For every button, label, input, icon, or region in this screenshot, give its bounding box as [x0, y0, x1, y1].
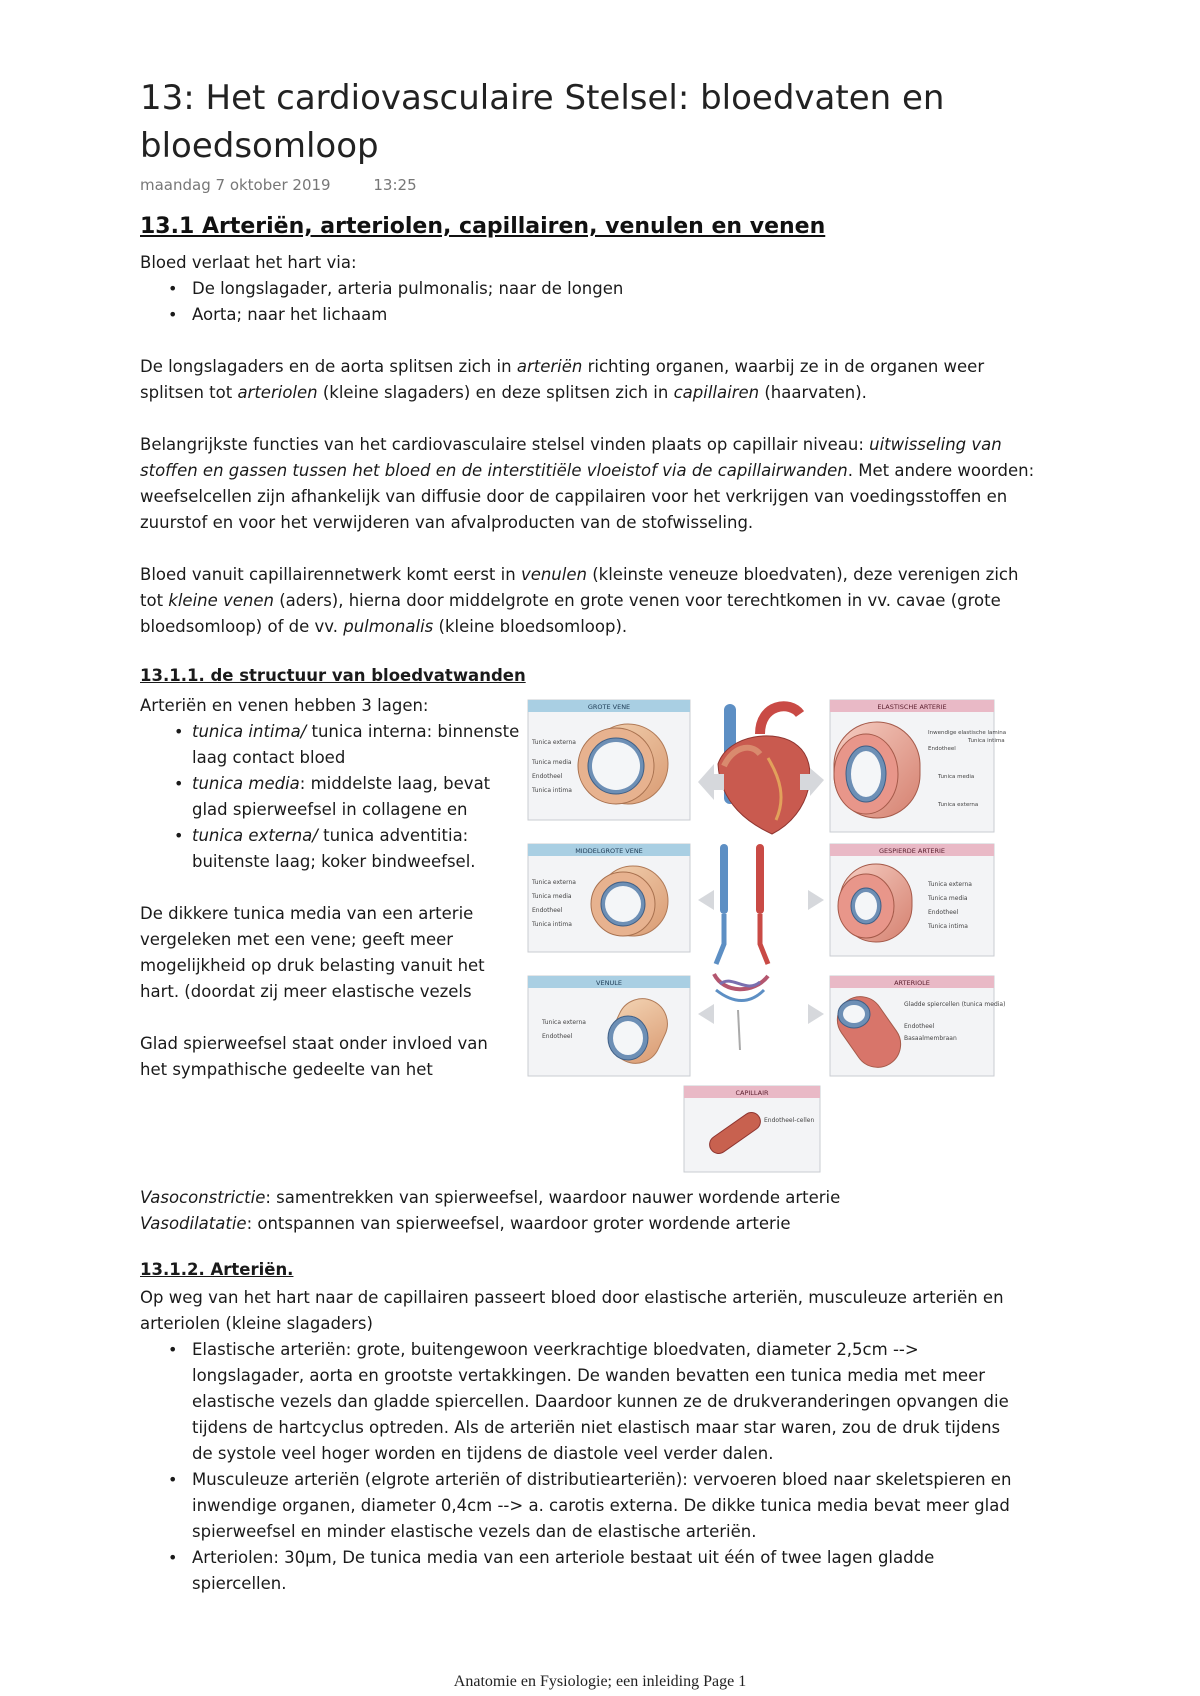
- list-item: • Aorta; naar het lichaam: [140, 302, 1040, 328]
- label: Endotheel: [904, 1023, 935, 1030]
- page-footer: Anatomie en Fysiologie; een inleiding Page 1: [453, 1673, 747, 1690]
- label: Basaalmembraan: [904, 1035, 957, 1042]
- bullet-list: [140, 276, 1040, 328]
- panel-title: ELASTISCHE ARTERIE: [877, 703, 947, 711]
- paragraph: De dikkere tunica media van een arterie vergeleken met een vene; geeft meer mogelijkheid op druk belasting vanuit het hart. (doordat zij meer elastische vezels: [140, 904, 485, 1001]
- list-item: • De longslagader, arteria pulmonalis; naar de longen: [140, 276, 1040, 302]
- label: Tunica media: [938, 774, 975, 780]
- label: Gladde spiercellen (tunica media): [904, 1001, 1006, 1008]
- section-13-1-1-body: [140, 693, 520, 1083]
- paragraph: Bloed vanuit capillairennetwerk komt eerst in venulen (kleinste veneuze bloedvaten), deze verenigen zich tot kleine venen (aders), hierna door middelgrote en grote venen voor terechtkomen in vv. cavae (grote bloedsomloop) of de vv. pulmonalis (kleine bloedsomloop).: [140, 565, 1019, 636]
- blood-vessel-figure: [528, 694, 1007, 1174]
- paragraph: Belangrijkste functies van het cardiovasculaire stelsel vinden plaats op capillair niveau: uitwisseling van stoffen en gassen tussen het bloed en de interstitiële vloeistof via de capillairwanden. Met andere woorden: weefselcellen zijn afhankelijk van diffusie door de cappilairen voor het verkrijgen van voedingsstoffen en zuurstof en voor het verwijderen van afvalproducten van de stofwisseling.: [140, 435, 1035, 532]
- document-time: 13:25: [373, 176, 417, 194]
- label: Tunica externa: [542, 1019, 586, 1026]
- bullet-list: [140, 1337, 1020, 1597]
- document-date: maandag 7 oktober 2019: [140, 176, 331, 194]
- panel-title: GESPIERDE ARTERIE: [878, 847, 946, 855]
- list-item: • tunica externa/ tunica adventitia: buitenste laag; koker bindweefsel.: [140, 823, 520, 875]
- label: Endotheel: [542, 1033, 573, 1040]
- label: Tunica media: [532, 893, 572, 900]
- section-heading-13-1-2: 13.1.2. Arteriën.: [140, 1260, 294, 1279]
- panel-grote-vene: [528, 700, 690, 820]
- panel-title: CAPILLAIR: [735, 1089, 769, 1097]
- label: Tunica media: [532, 759, 572, 766]
- label: Tunica externa: [532, 879, 576, 886]
- intro-text: Op weg van het hart naar de capillairen passeert bloed door elastische arteriën, musculeuze arteriën en arteriolen (kleine slagaders): [140, 1288, 1004, 1333]
- panel-title: VENULE: [596, 979, 622, 987]
- label: Endotheel: [532, 907, 563, 914]
- label: Inwendige elastische lamina: [928, 730, 1007, 736]
- page-title: 13: Het cardiovasculaire Stelsel: bloedvaten en bloedsomloop: [140, 78, 945, 166]
- intro-text: Arteriën en venen hebben 3 lagen:: [140, 696, 429, 715]
- list-item: • Elastische arteriën: grote, buitengewoon veerkrachtige bloedvaten, diameter 2,5cm --> longslagader, aorta en grootste vertakkingen. De wanden bevatten een tunica media met meer elastische vezels dan gladde spiercellen. Daardoor kunnen ze de drukveranderingen opvangen die tijdens de hartcyclus optreden. Als de arteriën niet elastisch maar star waren, zou de druk tijdens de systole veel hoger worden en tijdens de diastole veel verder dalen.: [140, 1337, 1020, 1467]
- panel-title: ARTERIOLE: [894, 979, 930, 987]
- paragraph: Glad spierweefsel staat onder invloed van het sympathische gedeelte van het: [140, 1034, 488, 1079]
- paragraph: Vasoconstrictie: samentrekken van spierweefsel, waardoor nauwer wordende arterie: [140, 1188, 841, 1207]
- list-item: • Musculeuze arteriën (elgrote arteriën of distributiearteriën): vervoeren bloed naar skeletspieren en inwendige organen, diameter 0,4cm --> a. carotis externa. De dikke tunica media bevat meer glad spierweefsel en minder elastische vezels dan de elastische arteriën.: [140, 1467, 1020, 1545]
- list-item: • tunica intima/ tunica interna: binnenste laag contact bloed: [140, 719, 520, 771]
- label: Tunica externa: [928, 881, 972, 888]
- panel-arteriole: [828, 976, 1005, 1076]
- label: Endotheel: [928, 746, 956, 752]
- list-item: • tunica media: middelste laag, bevat glad spierweefsel in collagene en: [140, 771, 520, 823]
- section-13-1-body: [140, 250, 1040, 640]
- label: Tunica intima: [928, 923, 968, 930]
- intro-text: Bloed verlaat het hart via:: [140, 253, 357, 272]
- section-13-1-2-body: [140, 1285, 1020, 1597]
- label: Tunica media: [928, 895, 968, 902]
- label: Tunica externa: [532, 739, 576, 746]
- panel-middelgrote-vene: [528, 844, 690, 952]
- paragraph: De longslagaders en de aorta splitsen zich in arteriën richting organen, waarbij ze in de organen weer splitsen tot arteriolen (kleine slagaders) en deze splitsen zich in capillairen (haarvaten).: [140, 357, 985, 402]
- vaso-section: [140, 1185, 1040, 1237]
- label: Tunica externa: [938, 802, 979, 808]
- layer-list: [140, 719, 520, 875]
- label: Tunica intima: [968, 738, 1005, 744]
- section-heading-13-1: 13.1 Arteriën, arteriolen, capillairen, venulen en venen: [140, 214, 826, 239]
- panel-title: MIDDELGROTE VENE: [575, 847, 643, 855]
- label: Endotheel-cellen: [764, 1117, 815, 1124]
- paragraph: Vasodilatatie: ontspannen van spierweefsel, waardoor groter wordende arterie: [140, 1214, 791, 1233]
- panel-venule: [528, 976, 690, 1076]
- label: Endotheel: [532, 773, 563, 780]
- panel-elastische-arterie: [830, 700, 1006, 832]
- label: Endotheel: [928, 909, 959, 916]
- section-heading-13-1-1: 13.1.1. de structuur van bloedvatwanden: [140, 666, 526, 685]
- panel-capillair: [684, 1086, 820, 1172]
- heart-illustration: [714, 704, 810, 1050]
- list-item: • Arteriolen: 30µm, De tunica media van een arteriole bestaat uit één of twee lagen gladde spiercellen.: [140, 1545, 1020, 1597]
- label: Tunica intima: [532, 787, 572, 794]
- panel-title: GROTE VENE: [587, 703, 631, 711]
- label: Tunica intima: [532, 921, 572, 928]
- panel-gespierde-arterie: [830, 844, 994, 956]
- document-meta: [140, 176, 455, 194]
